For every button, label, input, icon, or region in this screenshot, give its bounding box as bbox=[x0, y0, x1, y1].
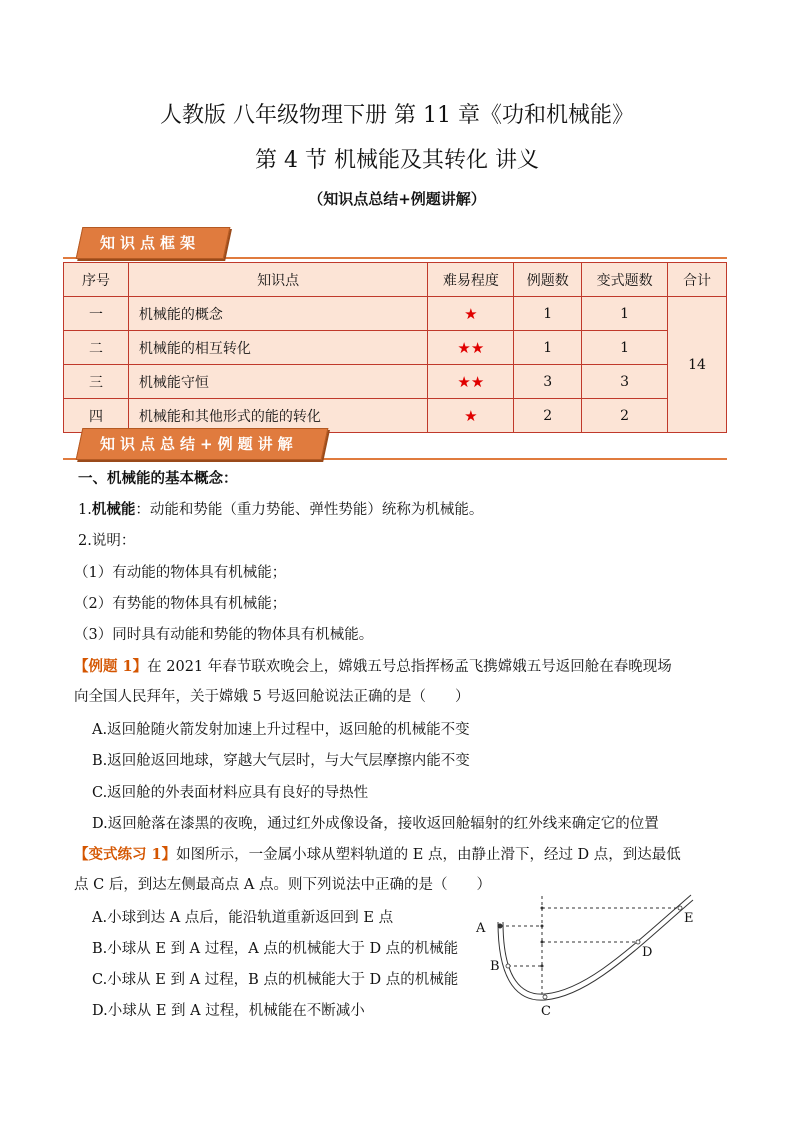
total-count: 14 bbox=[668, 297, 727, 433]
tick-marker bbox=[541, 965, 544, 968]
label-a: A bbox=[476, 921, 486, 936]
document-subtitle: （知识点总结+例题讲解） bbox=[308, 190, 486, 208]
table-row bbox=[64, 365, 727, 399]
track-outer-curve bbox=[498, 900, 693, 1000]
header-cell: 知识点 bbox=[128, 263, 427, 297]
point-d-marker bbox=[636, 940, 640, 944]
row-number: 三 bbox=[64, 365, 129, 399]
row-number: 二 bbox=[64, 331, 129, 365]
variant-tag: 【变式练习 1】 bbox=[74, 846, 177, 863]
tick-marker bbox=[541, 941, 544, 944]
definition-text: ：动能和势能（重力势能、弹性势能）统称为机械能。 bbox=[135, 502, 484, 518]
variant-count: 1 bbox=[582, 297, 668, 331]
example-question bbox=[74, 656, 734, 678]
definition-paragraph bbox=[78, 499, 738, 521]
summary-banner bbox=[63, 428, 727, 460]
variant-option-c: C.小球从 E 到 A 过程，B 点的机械能大于 D 点的机械能 bbox=[92, 972, 459, 988]
framework-banner bbox=[63, 227, 727, 259]
label-d: D bbox=[642, 945, 653, 960]
header-cell: 难易程度 bbox=[428, 263, 514, 297]
knowledge-point-name: 机械能的相互转化 bbox=[128, 331, 427, 365]
difficulty-stars: ★ bbox=[428, 297, 514, 331]
explanation-heading: 2.说明： bbox=[78, 533, 136, 549]
variant-option-a: A.小球到达 A 点后，能沿轨道重新返回到 E 点 bbox=[92, 910, 394, 926]
example-count: 3 bbox=[514, 365, 582, 399]
example-option-c: C.返回舱的外表面材料应具有良好的导热性 bbox=[92, 785, 369, 801]
section-heading: 一、机械能的基本概念： bbox=[78, 470, 238, 487]
example-option-d: D.返回舱落在漆黑的夜晚，通过红外成像设备，接收返回舱辐射的红外线来确定它的位置 bbox=[92, 816, 659, 832]
difficulty-stars: ★ bbox=[428, 399, 514, 433]
table-header-row bbox=[64, 263, 727, 297]
section-title: 第 4 节 机械能及其转化 讲义 bbox=[255, 148, 539, 173]
header-cell: 序号 bbox=[64, 263, 129, 297]
example-count: 1 bbox=[514, 331, 582, 365]
variant-count: 2 bbox=[582, 399, 668, 433]
example-option-a: A.返回舱随火箭发射加速上升过程中，返回舱的机械能不变 bbox=[92, 722, 470, 738]
difficulty-stars: ★★ bbox=[428, 365, 514, 399]
point-number: 1. bbox=[78, 502, 92, 518]
variant-stem: 如图所示，一金属小球从塑料轨道的 E 点，由静止滑下，经过 D 点，到达最低 bbox=[176, 847, 681, 863]
label-e: E bbox=[684, 911, 694, 926]
point-e-marker bbox=[678, 906, 682, 910]
variant-count: 3 bbox=[582, 365, 668, 399]
point-a-marker bbox=[498, 924, 503, 929]
point-b-marker bbox=[506, 964, 510, 968]
label-b: B bbox=[490, 959, 500, 974]
variant-count: 1 bbox=[582, 331, 668, 365]
variant-stem-continued: 点 C 后，到达左侧最高点 A 点。则下列说法中正确的是（ ） bbox=[74, 877, 492, 893]
variant-option-d: D.小球从 E 到 A 过程，机械能在不断减小 bbox=[92, 1003, 365, 1019]
row-number: 四 bbox=[64, 399, 129, 433]
document-title: 人教版 八年级物理下册 第 11 章《功和机械能》 bbox=[160, 103, 634, 128]
knowledge-point-name: 机械能的概念 bbox=[128, 297, 427, 331]
example-count: 2 bbox=[514, 399, 582, 433]
variant-option-b: B.小球从 E 到 A 过程，A 点的机械能大于 D 点的机械能 bbox=[92, 941, 459, 957]
table-row bbox=[64, 331, 727, 365]
variant-question bbox=[74, 844, 734, 866]
header-cell: 合计 bbox=[668, 263, 727, 297]
track-diagram bbox=[470, 890, 710, 1020]
example-stem: 在 2021 年春节联欢晚会上，嫦娥五号总指挥杨孟飞携嫦娥五号返回舱在春晚现场 bbox=[147, 659, 672, 675]
difficulty-stars: ★★ bbox=[428, 331, 514, 365]
note-item: （2）有势能的物体具有机械能； bbox=[74, 596, 287, 612]
tick-marker bbox=[541, 907, 544, 910]
point-c-marker bbox=[543, 995, 547, 999]
example-tag: 【例题 1】 bbox=[74, 658, 148, 675]
definition-term: 机械能 bbox=[91, 501, 136, 518]
knowledge-point-table bbox=[63, 262, 727, 433]
framework-banner-label: 知识点框架 bbox=[100, 234, 201, 252]
knowledge-point-name: 机械能和其他形式的能的转化 bbox=[128, 399, 427, 433]
header-cell: 变式题数 bbox=[582, 263, 668, 297]
label-c: C bbox=[541, 1004, 551, 1019]
table-row bbox=[64, 297, 727, 331]
row-number: 一 bbox=[64, 297, 129, 331]
knowledge-point-name: 机械能守恒 bbox=[128, 365, 427, 399]
example-stem-continued: 向全国人民拜年，关于嫦娥 5 号返回舱说法正确的是（ ） bbox=[74, 689, 470, 705]
note-item: （3）同时具有动能和势能的物体具有机械能。 bbox=[74, 627, 374, 643]
header-cell: 例题数 bbox=[514, 263, 582, 297]
summary-banner-label: 知识点总结+例题讲解 bbox=[100, 435, 298, 453]
example-option-b: B.返回舱返回地球，穿越大气层时，与大气层摩擦内能不变 bbox=[92, 753, 470, 769]
tick-marker bbox=[541, 925, 544, 928]
note-item: （1）有动能的物体具有机械能； bbox=[74, 565, 287, 581]
example-count: 1 bbox=[514, 297, 582, 331]
